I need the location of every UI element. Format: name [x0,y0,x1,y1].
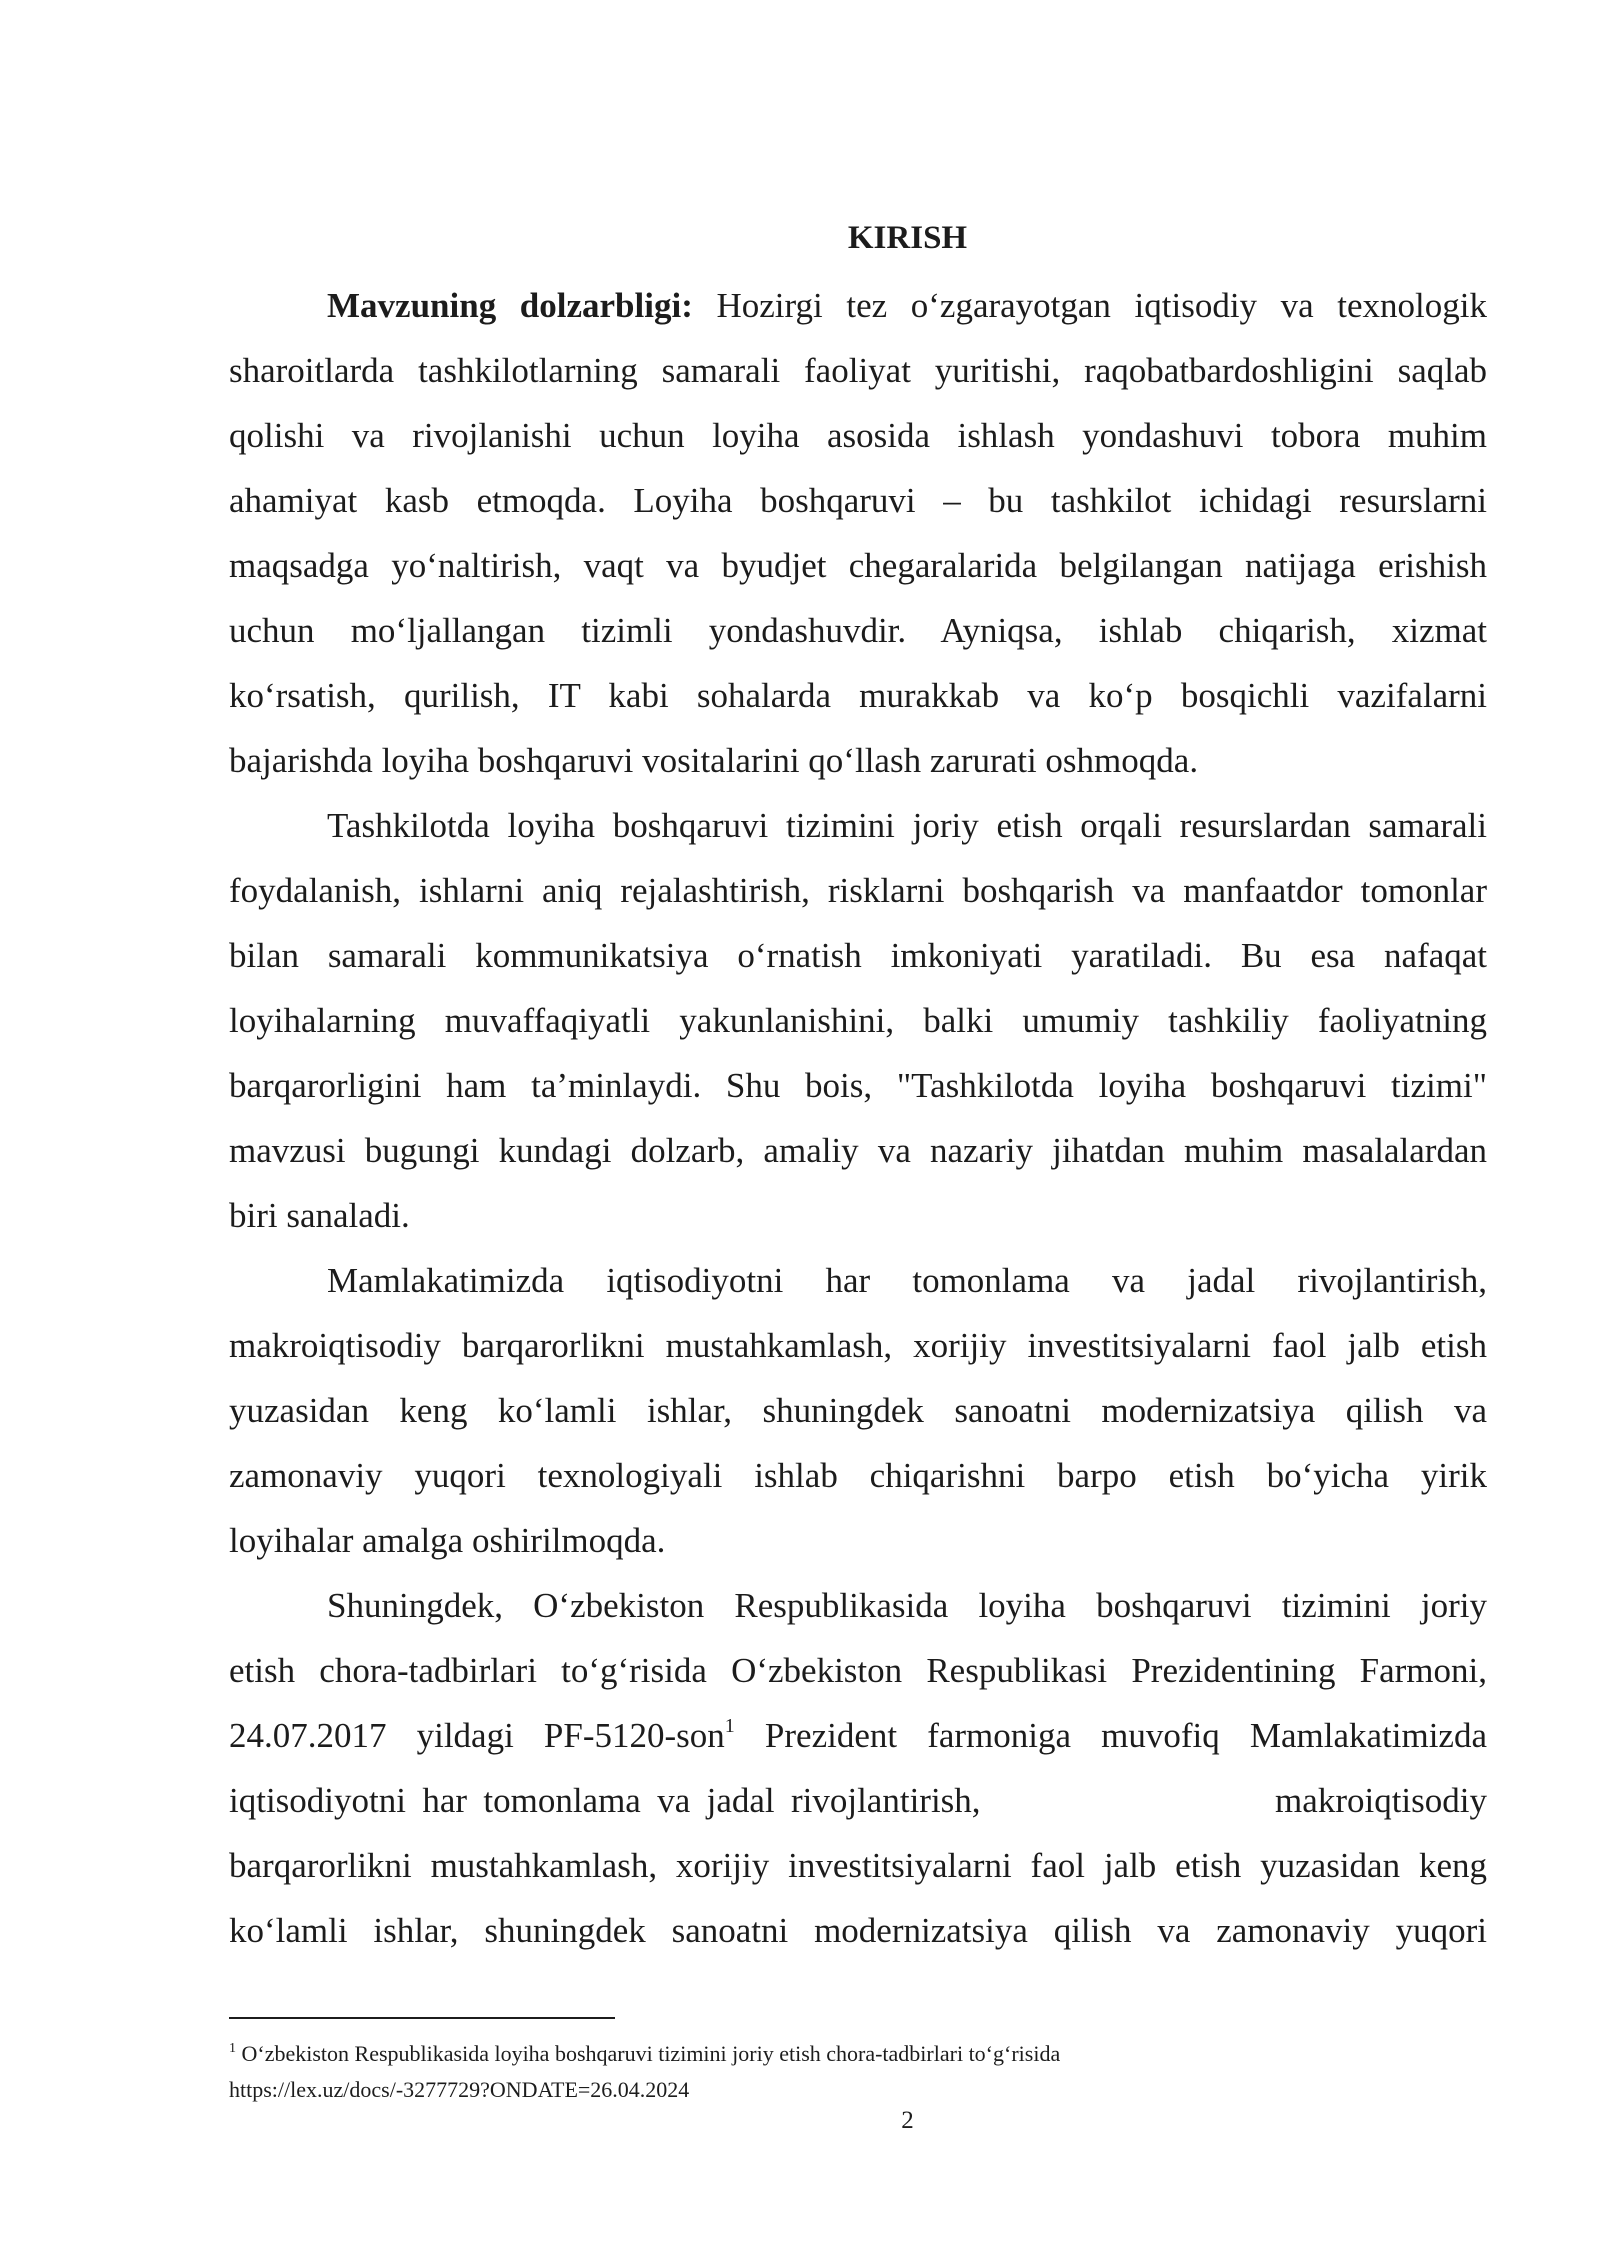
footnote [229,2036,1487,2108]
section-heading: KIRISH [847,220,968,256]
paragraph-2-line-1: Tashkilotda loyiha boshqaruvi tizimini joriy etish orqali resurslardan samarali [327,806,1487,845]
footnote-line-1: $^1$ O‘zbekiston Respublikasida loyiha boshqaruvi tizimini joriy etish chora-tadbirlari to‘g‘risida [229,2041,1061,2066]
footnote-reference[interactable]: 1 [724,1715,735,1737]
paragraph-4-line-6: ko‘lamli ishlar, shuningdek sanoatni modernizatsiya qilish va zamonaviy yuqori [229,1911,1487,1950]
paragraph-4-line-5: barqarorlikni mustahkamlash, xorijiy investitsiyalarni faol jalb etish yuzasidan keng [229,1846,1487,1885]
paragraph-4-line-2: etish chora-tadbirlari to‘g‘risida O‘zbekiston Respublikasi Prezidentining Farmoni, [229,1651,1487,1690]
paragraph-2-line-2: foydalanish, ishlarni aniq rejalashtirish, risklarni boshqarish va manfaatdor tomonlar [229,871,1487,910]
paragraph-2-line-3: bilan samarali kommunikatsiya o‘rnatish imkoniyati yaratiladi. Bu esa nafaqat [229,936,1487,975]
paragraph-2-line-7: biri sanaladi. [229,1196,410,1235]
body-text [229,282,1487,1972]
paragraph-1-line-2: sharoitlarda tashkilotlarning samarali faoliyat yuritishi, raqobatbardoshligini saqlab [229,351,1487,390]
paragraph-4-line-3: 24.07.2017 yildagi PF-5120-son$^1$ Prezident farmoniga muvofiq Mamlakatimizda [229,1715,1487,1755]
paragraph-2-line-4: loyihalarning muvaffaqiyatli yakunlanishini, balki umumiy tashkiliy faoliyatning [229,1001,1487,1040]
paragraph-3-line-5: loyihalar amalga oshirilmoqda. [229,1521,666,1560]
paragraph-3-line-4: zamonaviy yuqori texnologiyali ishlab chiqarishni barpo etish bo‘yicha yirik [229,1456,1487,1495]
page-number: 2 [901,2107,914,2134]
paragraph-1-line-3: qolishi va rivojlanishi uchun loyiha asosida ishlash yondashuvi tobora muhim [229,416,1487,455]
footnote-marker: 1 [229,2041,236,2056]
paragraph-1-line-8: bajarishda loyiha boshqaruvi vositalarini qo‘llash zarurati oshmoqda. [229,741,1199,780]
paragraph-3-line-2: makroiqtisodiy barqarorlikni mustahkamlash, xorijiy investitsiyalarni faol jalb etish [229,1326,1487,1365]
paragraph-1-line-7: ko‘rsatish, qurilish, IT kabi sohalarda murakkab va ko‘p bosqichli vazifalarni [229,676,1487,715]
paragraph-1-line-5: maqsadga yo‘naltirish, vaqt va byudjet chegaralarida belgilangan natijaga erishish [229,546,1487,585]
paragraph-1-line-1: Mavzuning dolzarbligi: Hozirgi tez o‘zgarayotgan iqtisodiy va texnologik [327,286,1487,325]
paragraph-4-line-4: iqtisodiyotni har tomonlama va jadal rivojlantirish, makroiqtisodiy [229,1781,1487,1820]
footnote-separator [229,2017,615,2019]
lead-label: Mavzuning dolzarbligi: [327,286,693,325]
paragraph-1-line-6: uchun mo‘ljallangan tizimli yondashuvdir. Ayniqsa, ishlab chiqarish, xizmat [229,611,1487,650]
footnote-link[interactable]: https://lex.uz/docs/-3277729?ONDATE=26.04.2024 [229,2077,690,2102]
paragraph-2-line-5: barqarorligini ham ta’minlaydi. Shu bois, "Tashkilotda loyiha boshqaruvi tizimi" [229,1066,1487,1105]
paragraph-2-line-6: mavzusi bugungi kundagi dolzarb, amaliy va nazariy jihatdan muhim masalalardan [229,1131,1487,1170]
paragraph-3-line-1: Mamlakatimizda iqtisodiyotni har tomonlama va jadal rivojlantirish, [327,1261,1487,1300]
paragraph-1-line-4: ahamiyat kasb etmoqda. Loyiha boshqaruvi – bu tashkilot ichidagi resurslarni [229,481,1487,520]
paragraph-4-line-1: Shuningdek, O‘zbekiston Respublikasida loyiha boshqaruvi tizimini joriy [327,1586,1487,1625]
paragraph-3-line-3: yuzasidan keng ko‘lamli ishlar, shuningdek sanoatni modernizatsiya qilish va [229,1391,1487,1430]
